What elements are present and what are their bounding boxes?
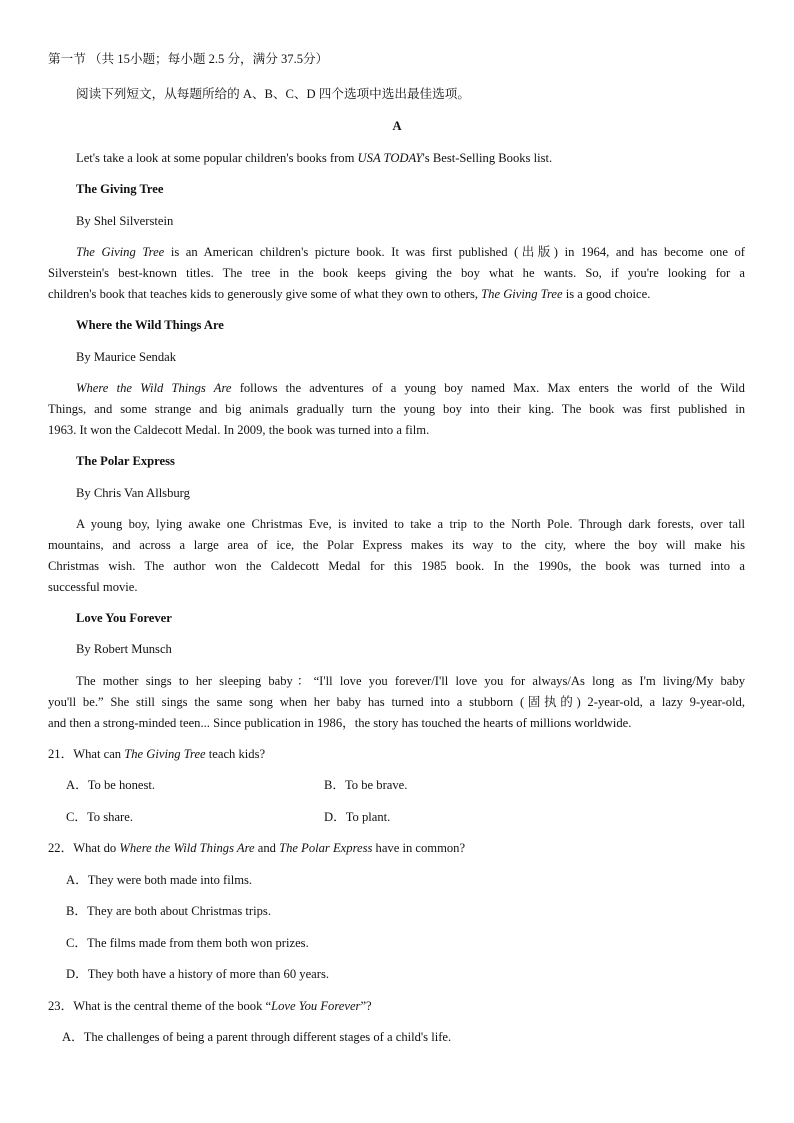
option-d[interactable]: D．They both have a history of more than 60 years. <box>66 967 329 981</box>
book-author: By Maurice Sendak <box>76 350 177 364</box>
book-author: By Robert Munsch <box>76 642 172 656</box>
question-23: 23．What is the central theme of the book “Love You Forever”? <box>48 999 372 1013</box>
paragraph-line: Christmas wish. The author won the Caldecott Medal for this 1985 book. In the 1990s, the book was turned into a <box>48 559 745 573</box>
book-title: Where the Wild Things Are <box>76 318 224 332</box>
intro-line: Let's take a look at some popular children's books from USA TODAY's Best-Selling Books list. <box>76 151 553 165</box>
option-c[interactable]: C．To share. <box>66 810 133 824</box>
paragraph-line: you'll be.” She still sings the same song when her baby has turned into a stubborn (固执的) 2-year-old, a lazy 9-year-old, <box>48 695 745 709</box>
passage-label: A <box>392 119 402 133</box>
book-title: Love You Forever <box>76 611 172 625</box>
option-a[interactable]: A．To be honest. <box>66 778 156 792</box>
option-b[interactable]: B．To be brave. <box>324 778 408 792</box>
question-21: 21．What can The Giving Tree teach kids? <box>48 747 266 761</box>
paragraph-line: Silverstein's best-known titles. The tree in the book keeps giving the boy what he wants. So, if you're looking for a <box>48 266 745 280</box>
paragraph-line: The Giving Tree is an American children's picture book. It was first published (出版) in 1964, and has become one of <box>76 245 745 259</box>
book-title: The Polar Express <box>76 454 175 468</box>
book-author: By Shel Silverstein <box>76 214 174 228</box>
paragraph-line: A young boy, lying awake one Christmas Eve, is invited to take a trip to the North Pole. Through dark forests, over tall <box>76 517 745 531</box>
paragraph-line: Things, and some strange and big animals gradually turn the young boy into their king. The book was first published in <box>48 402 745 416</box>
option-d[interactable]: D．To plant. <box>324 810 391 824</box>
option-a[interactable]: A．The challenges of being a parent through different stages of a child's life. <box>62 1030 452 1044</box>
option-c[interactable]: C．The films made from them both won prizes. <box>66 936 309 950</box>
option-b[interactable]: B．They are both about Christmas trips. <box>66 904 271 918</box>
paragraph-line: children's book that teaches kids to generously give some of what they own to others, The Giving Tree is a good choice. <box>48 287 651 301</box>
instruction: 阅读下列短文，从每题所给的 A、B、C、D 四个选项中选出最佳选项。 <box>76 87 470 101</box>
section-header: 第一节 （共 15小题；每小题 2.5 分，满分 37.5分） <box>48 52 329 66</box>
paragraph-line: successful movie. <box>48 580 138 594</box>
question-22: 22．What do Where the Wild Things Are and The Polar Express have in common? <box>48 841 466 855</box>
paragraph-line: 1963. It won the Caldecott Medal. In 2009, the book was turned into a film. <box>48 423 430 437</box>
option-a[interactable]: A．They were both made into films. <box>66 873 253 887</box>
paragraph-line: mountains, and across a large area of ice, the Polar Express makes its way to the city, where the boy will make his <box>48 538 745 552</box>
paragraph-line: The mother sings to her sleeping baby：“I'll love you forever/I'll love you for always/As long as I'm living/My baby <box>76 674 745 688</box>
paragraph-line: and then a strong-minded teen... Since publication in 1986，the story has touched the hearts of millions worldwide. <box>48 716 632 730</box>
book-title: The Giving Tree <box>76 182 164 196</box>
paragraph-line: Where the Wild Things Are follows the adventures of a young boy named Max. Max enters the world of the Wild <box>76 381 745 395</box>
book-author: By Chris Van Allsburg <box>76 486 190 500</box>
